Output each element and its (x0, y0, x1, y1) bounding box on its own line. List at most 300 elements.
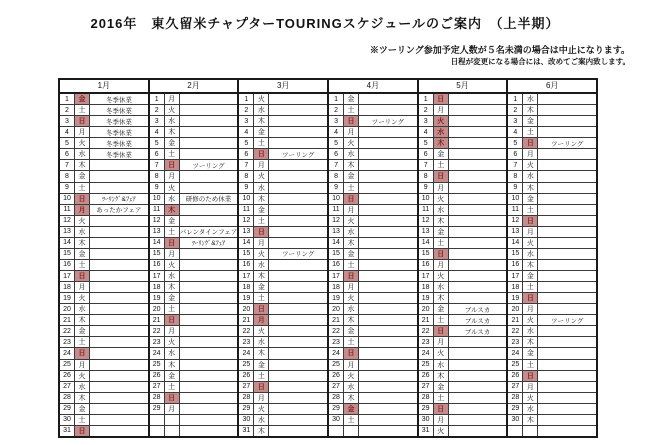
weekday-cell: 月 (344, 360, 359, 370)
day-number-cell: 14 (419, 238, 434, 248)
day-number-cell: 24 (329, 348, 344, 358)
weekday-cell: 日 (75, 426, 90, 436)
event-cell (269, 426, 327, 436)
weekday-cell: 日 (344, 271, 359, 281)
day-row (508, 371, 596, 382)
day-number-cell: 23 (508, 337, 523, 347)
day-row (508, 315, 596, 326)
day-number-cell: 11 (150, 205, 165, 215)
day-row (508, 149, 596, 160)
day-row (419, 116, 507, 127)
weekday-cell: 月 (254, 160, 269, 170)
weekday-cell: 土 (165, 304, 180, 314)
day-number-cell: 1 (419, 94, 434, 104)
day-row (60, 326, 148, 337)
day-number-cell: 22 (419, 326, 434, 336)
event-cell (359, 315, 417, 325)
day-row (419, 171, 507, 182)
day-row (150, 105, 238, 116)
day-number-cell: 24 (508, 348, 523, 358)
weekday-cell: 火 (523, 238, 538, 248)
day-row (419, 382, 507, 393)
event-cell (449, 216, 507, 226)
day-row (419, 216, 507, 227)
day-row (508, 116, 596, 127)
day-row (508, 249, 596, 260)
weekday-cell: 金 (523, 194, 538, 204)
weekday-cell: 金 (75, 249, 90, 259)
event-cell (449, 348, 507, 358)
event-cell (359, 304, 417, 314)
event-cell (269, 105, 327, 115)
weekday-cell: 月 (344, 127, 359, 137)
day-number-cell: 10 (239, 194, 254, 204)
day-number-cell: 19 (239, 293, 254, 303)
event-cell (359, 293, 417, 303)
day-row (60, 94, 148, 105)
day-number-cell: 11 (60, 205, 75, 215)
event-cell: ブルスカ (464, 306, 491, 314)
day-row (419, 138, 507, 149)
day-number-cell: 11 (239, 205, 254, 215)
day-number-cell: 29 (419, 404, 434, 414)
event-cell (449, 382, 507, 392)
weekday-cell: 土 (434, 315, 449, 325)
event-cell (449, 116, 507, 126)
day-row (419, 271, 507, 282)
day-number-cell: 31 (60, 426, 75, 436)
day-row (329, 404, 417, 415)
weekday-cell: 木 (165, 205, 180, 215)
day-number-cell: 19 (508, 293, 523, 303)
day-number-cell: 3 (508, 116, 523, 126)
day-number-cell: 2 (150, 105, 165, 115)
day-row (508, 404, 596, 415)
day-number-cell: 20 (60, 304, 75, 314)
day-row (60, 105, 148, 116)
day-row (60, 404, 148, 415)
event-cell (90, 304, 148, 314)
event-cell (359, 360, 417, 370)
weekday-cell: 火 (254, 94, 269, 104)
weekday-cell (523, 426, 538, 436)
event-cell (538, 249, 596, 259)
day-row (60, 138, 148, 149)
event-cell (180, 315, 238, 325)
weekday-cell: 木 (523, 260, 538, 270)
day-row (150, 348, 238, 359)
empty-row (508, 426, 596, 436)
weekday-cell: 金 (523, 116, 538, 126)
event-cell (269, 404, 327, 414)
weekday-cell: 水 (523, 94, 538, 104)
day-number-cell: 24 (239, 348, 254, 358)
weekday-cell: 金 (165, 216, 180, 226)
calendar-table (58, 78, 598, 438)
day-row (60, 127, 148, 138)
weekday-cell: 月 (165, 171, 180, 181)
event-cell (90, 160, 148, 170)
event-cell (180, 149, 238, 159)
day-row (60, 282, 148, 293)
day-row (329, 360, 417, 371)
day-row (419, 326, 507, 337)
day-row (419, 393, 507, 404)
day-row (150, 249, 238, 260)
event-cell (269, 194, 327, 204)
weekday-cell: 土 (75, 337, 90, 347)
event-cell (90, 315, 148, 325)
event-cell (538, 293, 596, 303)
day-number-cell: 1 (508, 94, 523, 104)
day-number-cell: 17 (329, 271, 344, 281)
day-number-cell: 11 (329, 205, 344, 215)
weekday-cell: 月 (254, 238, 269, 248)
day-row (60, 348, 148, 359)
day-row (239, 194, 327, 205)
day-row (419, 348, 507, 359)
weekday-cell: 水 (523, 171, 538, 181)
event-cell (180, 260, 238, 270)
day-row (239, 149, 327, 160)
day-number-cell: 4 (329, 127, 344, 137)
weekday-cell: 水 (344, 382, 359, 392)
weekday-cell: 月 (434, 183, 449, 193)
day-row (150, 315, 238, 326)
weekday-cell: 木 (254, 194, 269, 204)
weekday-cell: 火 (434, 426, 449, 436)
weekday-cell: 木 (434, 371, 449, 381)
weekday-cell: 日 (165, 315, 180, 325)
day-number-cell: 30 (239, 415, 254, 425)
weekday-cell: 月 (523, 227, 538, 237)
day-number-cell: 9 (419, 183, 434, 193)
day-number-cell: 3 (150, 116, 165, 126)
event-cell (449, 205, 507, 215)
event-cell (90, 271, 148, 281)
day-number-cell: 25 (419, 360, 434, 370)
weekday-cell: 月 (75, 127, 90, 137)
day-row (329, 227, 417, 238)
day-row (419, 360, 507, 371)
day-number-cell: 12 (60, 216, 75, 226)
day-row (239, 404, 327, 415)
weekday-cell: 金 (523, 271, 538, 281)
day-row (508, 304, 596, 315)
weekday-cell: 金 (165, 371, 180, 381)
event-cell (538, 216, 596, 226)
day-number-cell: 9 (150, 183, 165, 193)
event-cell (90, 227, 148, 237)
day-number-cell: 8 (60, 171, 75, 181)
day-number-cell: 1 (329, 94, 344, 104)
day-number-cell: 20 (239, 304, 254, 314)
day-row (150, 94, 238, 105)
weekday-cell: 火 (75, 293, 90, 303)
day-row (150, 337, 238, 348)
day-number-cell: 4 (239, 127, 254, 137)
weekday-cell: 金 (434, 382, 449, 392)
day-row (329, 337, 417, 348)
weekday-cell: 日 (344, 116, 359, 126)
day-row (419, 249, 507, 260)
day-row (329, 315, 417, 326)
day-number-cell: 10 (508, 194, 523, 204)
month-column-2月 (150, 80, 240, 436)
event-cell (90, 415, 148, 425)
event-cell (90, 426, 148, 436)
weekday-cell: 土 (344, 183, 359, 193)
day-row (419, 282, 507, 293)
page-title: 2016年 東久留米チャプターTOURINGスケジュールのご案内 （上半期） (90, 16, 560, 31)
day-row (419, 149, 507, 160)
event-cell (269, 348, 327, 358)
event-cell (359, 171, 417, 181)
day-row (239, 360, 327, 371)
day-row (239, 260, 327, 271)
weekday-cell: 土 (254, 371, 269, 381)
day-number-cell: 23 (239, 337, 254, 347)
day-row (508, 171, 596, 182)
event-cell (538, 94, 596, 104)
event-cell (90, 216, 148, 226)
weekday-cell: 火 (75, 138, 90, 148)
day-row (329, 105, 417, 116)
event-cell (269, 238, 327, 248)
event-cell (359, 216, 417, 226)
day-number-cell: 20 (329, 304, 344, 314)
day-row (150, 271, 238, 282)
weekday-cell: 火 (165, 105, 180, 115)
day-row (508, 227, 596, 238)
day-number-cell: 22 (508, 326, 523, 336)
event-cell (180, 326, 238, 336)
day-number-cell: 30 (329, 415, 344, 425)
event-cell (269, 227, 327, 237)
day-number-cell: 26 (239, 371, 254, 381)
weekday-cell: 土 (165, 227, 180, 237)
day-row (329, 304, 417, 315)
month-column-1月 (60, 80, 150, 436)
event-cell (180, 116, 238, 126)
day-row (239, 271, 327, 282)
day-row (60, 249, 148, 260)
weekday-cell: 月 (434, 260, 449, 270)
weekday-cell: 月 (75, 282, 90, 292)
day-number-cell: 2 (508, 105, 523, 115)
weekday-cell: 月 (254, 393, 269, 403)
month-rows (60, 94, 148, 436)
day-row (150, 393, 238, 404)
weekday-cell: 木 (523, 415, 538, 425)
weekday-cell: 火 (254, 404, 269, 414)
event-cell: ツーリング (281, 251, 315, 259)
weekday-cell: 土 (344, 105, 359, 115)
day-row (150, 138, 238, 149)
event-cell: ブルスカ (464, 328, 491, 336)
weekday-cell: 木 (165, 360, 180, 370)
weekday-cell: 日 (523, 216, 538, 226)
day-number-cell (150, 426, 165, 436)
day-row (60, 216, 148, 227)
weekday-cell: 木 (434, 138, 449, 148)
weekday-cell: 金 (344, 94, 359, 104)
day-number-cell: 24 (419, 348, 434, 358)
day-number-cell: 8 (419, 171, 434, 181)
weekday-cell: 火 (165, 260, 180, 270)
day-number-cell: 12 (508, 216, 523, 226)
weekday-cell: 日 (344, 194, 359, 204)
day-row (508, 393, 596, 404)
event-cell: あったかフェア (96, 207, 142, 215)
event-cell (180, 304, 238, 314)
month-header: 3月 (239, 80, 327, 94)
event-cell: 冬季休業 (105, 140, 132, 148)
weekday-cell: 日 (254, 227, 269, 237)
day-number-cell: 2 (329, 105, 344, 115)
weekday-cell: 水 (434, 282, 449, 292)
event-cell (269, 138, 327, 148)
weekday-cell: 土 (75, 260, 90, 270)
day-number-cell: 20 (150, 304, 165, 314)
weekday-cell: 月 (165, 94, 180, 104)
day-row (239, 127, 327, 138)
day-row (150, 216, 238, 227)
event-cell (359, 205, 417, 215)
day-number-cell: 16 (60, 260, 75, 270)
day-number-cell: 25 (239, 360, 254, 370)
day-number-cell: 15 (150, 249, 165, 259)
event-cell (449, 404, 507, 414)
day-row (329, 194, 417, 205)
weekday-cell: 木 (165, 282, 180, 292)
event-cell (180, 426, 238, 436)
day-number-cell: 18 (508, 282, 523, 292)
day-number-cell: 26 (150, 371, 165, 381)
event-cell (90, 371, 148, 381)
event-cell (269, 282, 327, 292)
weekday-cell: 土 (165, 382, 180, 392)
event-cell (90, 293, 148, 303)
day-row (329, 348, 417, 359)
weekday-cell: 月 (344, 282, 359, 292)
event-cell (359, 149, 417, 159)
day-row (419, 426, 507, 436)
day-row (329, 116, 417, 127)
day-row (60, 293, 148, 304)
month-rows (239, 94, 327, 436)
weekday-cell: 土 (254, 293, 269, 303)
day-number-cell: 18 (150, 282, 165, 292)
weekday-cell: 火 (254, 249, 269, 259)
event-cell: ブルスカ (464, 317, 491, 325)
day-row (60, 315, 148, 326)
weekday-cell: 水 (434, 205, 449, 215)
day-number-cell: 28 (150, 393, 165, 403)
event-cell (180, 393, 238, 403)
weekday-cell: 土 (523, 205, 538, 215)
event-cell (180, 205, 238, 215)
day-number-cell: 8 (329, 171, 344, 181)
weekday-cell: 木 (254, 116, 269, 126)
day-number-cell: 22 (329, 326, 344, 336)
event-cell (359, 183, 417, 193)
day-row (419, 371, 507, 382)
day-row (508, 94, 596, 105)
day-row (150, 293, 238, 304)
event-cell (538, 194, 596, 204)
day-number-cell: 18 (239, 282, 254, 292)
event-cell: ツーリング (192, 162, 225, 170)
event-cell (449, 171, 507, 181)
event-cell (90, 404, 148, 414)
weekday-cell: 火 (523, 393, 538, 403)
day-number-cell: 29 (508, 404, 523, 414)
day-number-cell: 29 (239, 404, 254, 414)
event-cell (538, 415, 596, 425)
weekday-cell: 日 (75, 116, 90, 126)
day-row (419, 205, 507, 216)
day-number-cell: 18 (419, 282, 434, 292)
event-cell (90, 337, 148, 347)
month-column-6月 (508, 80, 596, 436)
day-row (150, 194, 238, 205)
day-number-cell: 14 (239, 238, 254, 248)
event-cell (359, 194, 417, 204)
event-cell (449, 94, 507, 104)
event-cell (449, 194, 507, 204)
day-number-cell: 11 (508, 205, 523, 215)
day-number-cell: 6 (329, 149, 344, 159)
weekday-cell: 木 (254, 348, 269, 358)
day-number-cell: 19 (150, 293, 165, 303)
day-row (239, 371, 327, 382)
day-number-cell: 13 (329, 227, 344, 237)
day-row (508, 194, 596, 205)
weekday-cell: 土 (75, 415, 90, 425)
weekday-cell: 金 (254, 127, 269, 137)
weekday-cell: 水 (165, 194, 180, 204)
day-number-cell: 20 (508, 304, 523, 314)
event-cell (359, 94, 417, 104)
day-row (239, 216, 327, 227)
weekday-cell: 水 (523, 404, 538, 414)
weekday-cell: 火 (344, 138, 359, 148)
event-cell (180, 249, 238, 259)
event-cell (90, 249, 148, 259)
weekday-cell: 金 (75, 326, 90, 336)
day-number-cell: 1 (150, 94, 165, 104)
day-row (508, 260, 596, 271)
day-number-cell: 6 (60, 149, 75, 159)
day-number-cell: 5 (60, 138, 75, 148)
event-cell (538, 382, 596, 392)
day-row (239, 183, 327, 194)
day-number-cell: 30 (60, 415, 75, 425)
day-number-cell: 26 (60, 371, 75, 381)
day-number-cell: 9 (239, 183, 254, 193)
day-row (419, 183, 507, 194)
event-cell (538, 404, 596, 414)
day-row (239, 227, 327, 238)
event-cell (449, 160, 507, 170)
day-number-cell: 4 (150, 127, 165, 137)
day-number-cell: 21 (60, 315, 75, 325)
day-row (239, 348, 327, 359)
day-row (150, 171, 238, 182)
event-cell (180, 404, 238, 414)
event-cell (538, 127, 596, 137)
